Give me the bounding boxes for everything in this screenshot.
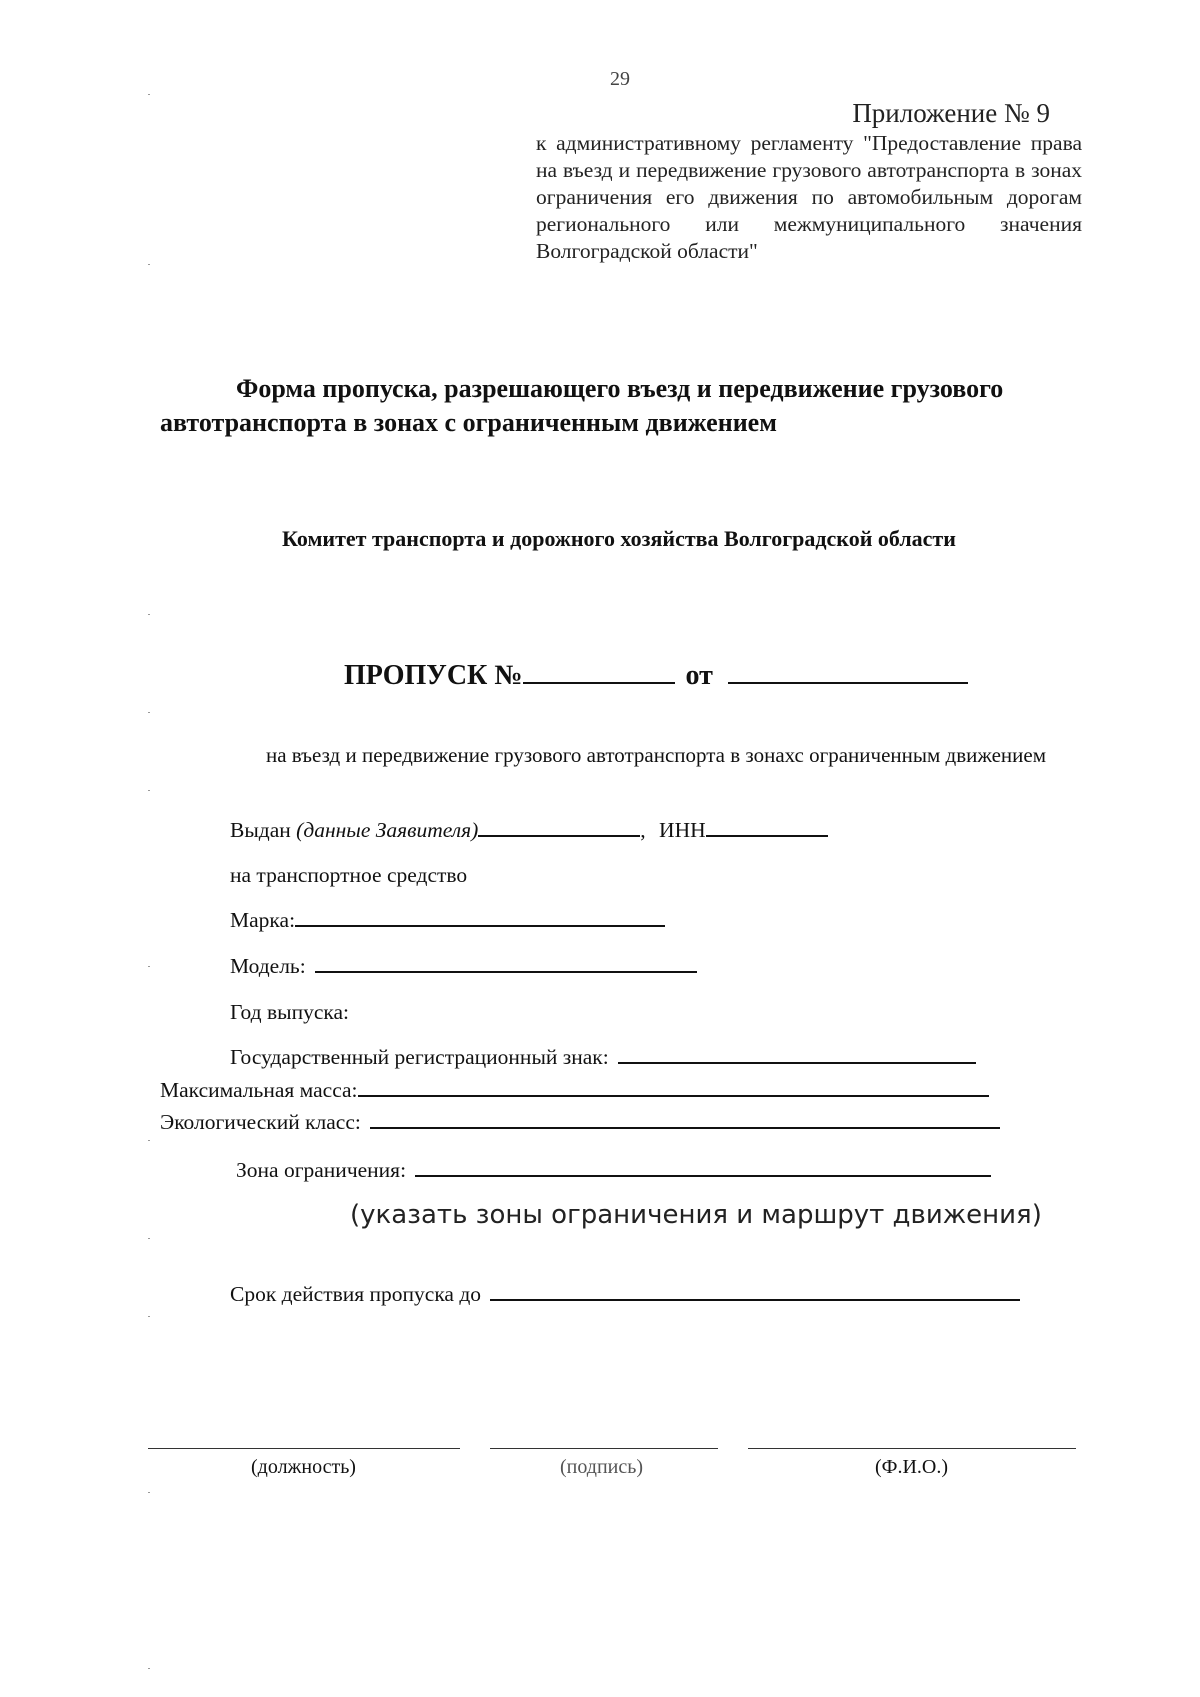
eco-class-row — [160, 1110, 1000, 1135]
scan-mark — [148, 1668, 150, 1669]
position-label: (должность) — [251, 1456, 356, 1478]
eco-class-blank — [370, 1126, 1000, 1129]
scan-mark — [148, 1238, 150, 1239]
signature-label: (подпись) — [560, 1456, 644, 1478]
max-mass-row — [160, 1078, 989, 1103]
scan-mark — [148, 264, 150, 265]
pass-number-line — [344, 660, 968, 692]
reg-plate-blank — [618, 1061, 976, 1064]
committee-name: Комитет транспорта и дорожного хозяйства Волгоградской области — [282, 526, 956, 551]
reg-plate-row — [230, 1045, 976, 1070]
issued-to-hint: (данные Заявителя) — [296, 818, 479, 842]
scan-mark — [148, 790, 150, 791]
scan-mark — [148, 966, 150, 967]
zone-blank — [415, 1174, 991, 1177]
scan-mark — [148, 712, 150, 713]
pass-date-blank — [728, 681, 968, 684]
inn-label: ИНН — [659, 818, 706, 842]
scan-mark — [148, 94, 150, 95]
reg-plate-label: Государственный регистрационный знак: — [230, 1045, 609, 1069]
pass-purpose: на въезд и передвижение грузового автотранспорта в зонахс ограниченным движением — [265, 743, 1046, 767]
page-number: 29 — [610, 68, 630, 90]
issued-to-label: Выдан — [230, 818, 291, 842]
model-blank — [315, 970, 697, 973]
eco-class-label: Экологический класс: — [160, 1110, 361, 1134]
appendix-reference: к административному регламенту "Предоставление права на въезд и передвижение грузового автотранспорта в зонах ограничения его движения по автомобильным дорогам регионального или межмуниципального значения Волгоградской области" — [536, 131, 1082, 263]
scan-mark — [148, 614, 150, 615]
max-mass-label: Максимальная масса: — [160, 1078, 358, 1102]
form-title: Форма пропуска, разрешающего въезд и передвижение грузового автотранспорта в зонах с ограниченным движением — [160, 374, 1004, 437]
validity-blank — [490, 1298, 1020, 1301]
brand-label: Марка: — [230, 908, 296, 932]
model-row — [230, 954, 697, 979]
validity-label: Срок действия пропуска до — [230, 1282, 482, 1306]
brand-row — [230, 908, 665, 933]
model-label: Модель: — [230, 954, 306, 978]
position-signature-line — [148, 1448, 460, 1449]
max-mass-blank — [358, 1094, 989, 1097]
scan-mark — [148, 1140, 150, 1141]
scan-mark — [148, 1316, 150, 1317]
issued-to-row — [230, 818, 828, 843]
appendix-title: Приложение № 9 — [852, 98, 1050, 128]
scan-mark — [148, 1492, 150, 1493]
name-signature-line — [748, 1448, 1076, 1449]
issued-to-blank — [478, 834, 640, 837]
issued-to-separator: , — [640, 818, 646, 842]
name-label: (Ф.И.О.) — [875, 1456, 949, 1478]
zone-note: (указать зоны ограничения и маршрут движения) — [350, 1200, 1042, 1230]
vehicle-label: на транспортное средство — [230, 863, 468, 887]
zone-row — [236, 1158, 991, 1183]
validity-row — [230, 1282, 1020, 1307]
brand-blank — [295, 924, 665, 927]
zone-label: Зона ограничения: — [236, 1158, 407, 1182]
signature-line — [490, 1448, 718, 1449]
year-label: Год выпуска: — [230, 1000, 350, 1024]
pass-from-label: от — [685, 660, 713, 691]
pass-label: ПРОПУСК № — [344, 660, 523, 691]
pass-number-blank — [523, 681, 675, 684]
inn-blank — [706, 834, 828, 837]
